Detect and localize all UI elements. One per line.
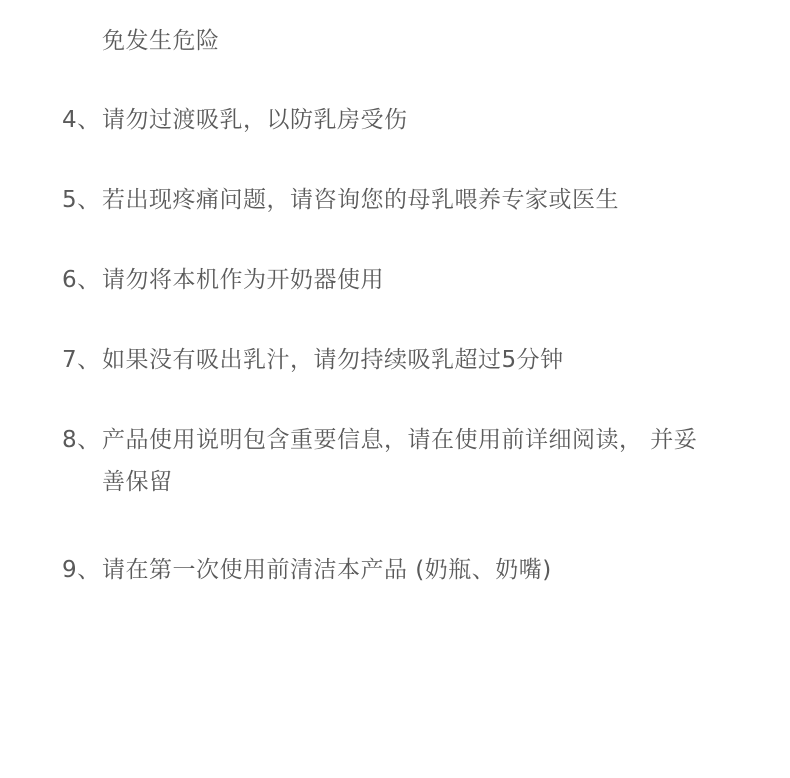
list-item-4	[62, 99, 742, 141]
list-item-9	[62, 549, 742, 591]
item-number: 4、	[62, 107, 101, 133]
item-number: 7、	[62, 347, 101, 373]
item-number: 6、	[62, 267, 101, 293]
item-number: 5、	[62, 187, 101, 213]
item-number: 8、	[62, 427, 101, 453]
list-item-8	[62, 419, 742, 503]
item-text-line2: 免发生危险	[102, 28, 220, 54]
item-text: 请勿将本机作为开奶器使用	[102, 267, 384, 293]
list-item-3-continuation	[62, 20, 742, 62]
item-text-line2: 善保留	[102, 469, 173, 495]
list-item-6	[62, 259, 742, 301]
list-item-5	[62, 179, 742, 221]
item-text: 请勿过渡吸乳，以防乳房受伤	[102, 107, 408, 133]
item-text: 请在第一次使用前清洁本产品 (奶瓶、奶嘴)	[102, 557, 552, 583]
item-text: 如果没有吸出乳汁，请勿持续吸乳超过5分钟	[102, 347, 564, 373]
item-number: 9、	[62, 557, 101, 583]
item-text: 产品使用说明包含重要信息，请在使用前详细阅读， 并妥	[102, 427, 698, 453]
list-item-7	[62, 339, 742, 381]
item-text: 若出现疼痛问题，请咨询您的母乳喂养专家或医生	[102, 187, 619, 213]
